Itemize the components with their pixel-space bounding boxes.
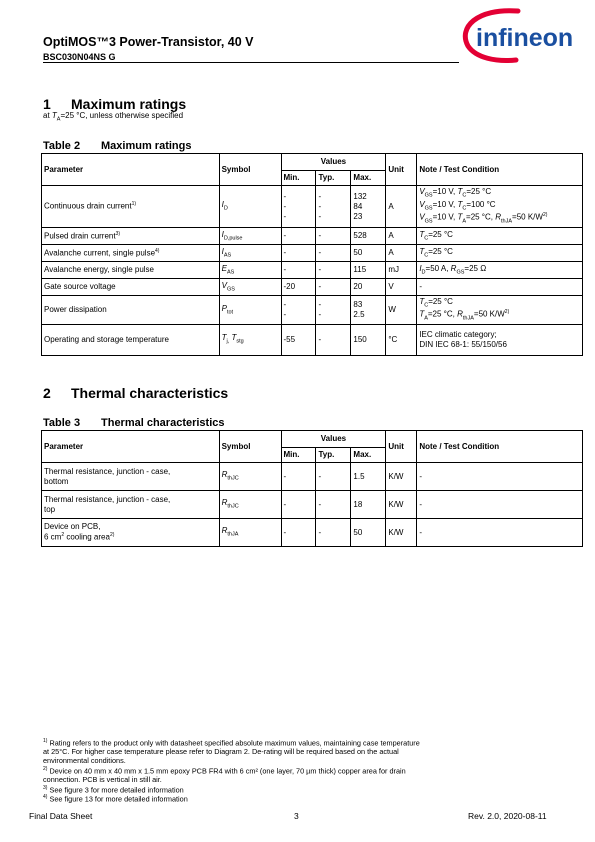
cell-symbol: $R_{thJA}$: [219, 519, 281, 547]
cell-max: 132 84 23: [351, 186, 386, 228]
header-min: Min.: [281, 171, 316, 186]
cell-parameter: Power dissipation: [42, 296, 220, 325]
cell-max: 1.5: [351, 463, 386, 491]
table-row: [42, 279, 583, 296]
header-note: Note / Test Condition: [417, 431, 583, 463]
cell-note: $T_C=25$ °C $T_A=25$ °C, $R_{thJA}=50$ $K/W^{2)}$: [417, 296, 583, 325]
cell-min: - - -: [281, 186, 316, 228]
footnote-2: $^{2)}$ Device on 40 mm x 40 mm x 1.5 mm epoxy PCB FR4 with 6 cm² (one layer, 70 µm thick) copper area for drain connection. PCB is vertical in still air.: [43, 766, 406, 785]
cell-typ: -: [316, 463, 351, 491]
cell-symbol: $I_{AS}$: [219, 245, 281, 262]
logo-text: infineon: [476, 24, 574, 52]
table-3-label: Table 3: [43, 417, 81, 429]
cell-max: 18: [351, 491, 386, 519]
header-unit: Unit: [386, 154, 417, 186]
cell-max: 50: [351, 519, 386, 547]
cell-note: $T_C=25$ °C: [417, 228, 583, 245]
table-3-caption: [43, 417, 225, 429]
header-max: Max.: [351, 171, 386, 186]
cell-unit: °C: [386, 324, 417, 355]
section-1-heading: [43, 96, 186, 112]
cell-parameter: Thermal resistance, junction - case, bottom: [42, 463, 220, 491]
header-min: Min.: [281, 448, 316, 463]
cell-max: 115: [351, 262, 386, 279]
cell-min: -: [281, 491, 316, 519]
cell-note: -: [417, 463, 583, 491]
table-row: [42, 519, 583, 547]
table-row: [42, 296, 583, 325]
cell-typ: - -: [316, 296, 351, 325]
table-row: [42, 228, 583, 245]
table-2-label: Table 2: [43, 140, 81, 152]
cell-typ: -: [316, 491, 351, 519]
cell-max: 83 2.5: [351, 296, 386, 325]
cell-symbol: $I_{D,pulse}$: [219, 228, 281, 245]
infineon-logo: [456, 6, 582, 64]
cell-min: -: [281, 262, 316, 279]
header-unit: Unit: [386, 431, 417, 463]
part-number: BSC030N04NS G: [43, 52, 116, 62]
cell-parameter: Avalanche current, single pulse$^{4)}$: [42, 245, 220, 262]
header-parameter: Parameter: [42, 154, 220, 186]
cell-parameter: Pulsed drain current$^{3)}$: [42, 228, 220, 245]
cell-note: $I_D=50$ A, $R_{GS}=25$ Ω: [417, 262, 583, 279]
cell-symbol: $R_{thJC}$: [219, 463, 281, 491]
cell-min: -: [281, 519, 316, 547]
section-2-title: Thermal characteristics: [71, 385, 229, 401]
cell-min: - -: [281, 296, 316, 325]
table-3-title: Thermal characteristics: [101, 417, 225, 429]
header-parameter: Parameter: [42, 431, 220, 463]
header-typ: Typ.: [316, 448, 351, 463]
cell-min: -: [281, 228, 316, 245]
cell-min: -: [281, 463, 316, 491]
cell-parameter: Thermal resistance, junction - case, top: [42, 491, 220, 519]
maximum-ratings-table: [41, 153, 583, 356]
footnote-1-mark: 1): [43, 738, 48, 744]
cell-unit: K/W: [386, 491, 417, 519]
cell-typ: -: [316, 262, 351, 279]
cell-unit: A: [386, 186, 417, 228]
cell-typ: -: [316, 228, 351, 245]
cell-note: -: [417, 491, 583, 519]
cell-note: -: [417, 519, 583, 547]
cell-max: 528: [351, 228, 386, 245]
footnote-3-mark: 3): [43, 785, 48, 791]
cell-symbol: $T_{j,}$ $T_{stg}$: [219, 324, 281, 355]
cell-symbol: $P_{tot}$: [219, 296, 281, 325]
cell-note: $V_{GS}=10$ V, $T_C=25$ °C $V_{GS}=10$ V, $T_C=100$ °C $V_{GS}=10$ V, $T_A=25$ °C, $R_{thJA}=50$ $K/W^{2)}$: [417, 186, 583, 228]
footer-doc-type: Final Data Sheet: [29, 811, 93, 821]
cell-min: -20: [281, 279, 316, 296]
cell-typ: -: [316, 279, 351, 296]
cell-parameter: Continuous drain current$^{1)}$: [42, 186, 220, 228]
cell-symbol: $R_{thJC}$: [219, 491, 281, 519]
cell-typ: -: [316, 519, 351, 547]
cell-typ: - - -: [316, 186, 351, 228]
section-1-number: 1: [43, 96, 51, 112]
cell-min: -55: [281, 324, 316, 355]
cell-unit: A: [386, 245, 417, 262]
footnote-4: $^{4)}$ See figure 13 for more detailed information: [43, 794, 188, 804]
thermal-characteristics-table: [41, 430, 583, 547]
cell-typ: -: [316, 324, 351, 355]
cell-parameter: Gate source voltage: [42, 279, 220, 296]
table-2-caption: [43, 140, 191, 152]
header-values: Values: [281, 431, 386, 448]
footnote-3: $^{3)}$ See figure 3 for more detailed information: [43, 785, 184, 795]
table-row: [42, 463, 583, 491]
cell-unit: K/W: [386, 463, 417, 491]
footer-revision: Rev. 2.0, 2020-08-11: [468, 811, 547, 821]
cell-typ: -: [316, 245, 351, 262]
cell-note: -: [417, 279, 583, 296]
footnote-4-mark: 4): [43, 794, 48, 800]
cell-unit: A: [386, 228, 417, 245]
cell-note: IEC climatic category; DIN IEC 68-1: 55/150/56: [417, 324, 583, 355]
header-symbol: Symbol: [219, 154, 281, 186]
header-rule: [43, 62, 459, 63]
cell-symbol: $E_{AS}$: [219, 262, 281, 279]
section-1-title: Maximum ratings: [71, 96, 187, 112]
cell-note: $T_C=25$ °C: [417, 245, 583, 262]
footer-page-number: 3: [294, 811, 299, 821]
cell-symbol: $V_{GS}$: [219, 279, 281, 296]
table-row: [42, 262, 583, 279]
table-row: [42, 186, 583, 228]
cell-unit: mJ: [386, 262, 417, 279]
footnote-2-mark: 2): [43, 766, 48, 772]
cell-unit: K/W: [386, 519, 417, 547]
table-row: [42, 324, 583, 355]
cell-unit: V: [386, 279, 417, 296]
section-1-subtitle: at $T_A=25$ °C, unless otherwise specified: [43, 111, 184, 123]
cell-symbol: $I_D$: [219, 186, 281, 228]
cell-min: -: [281, 245, 316, 262]
table-2-title: Maximum ratings: [101, 140, 192, 152]
cell-max: 150: [351, 324, 386, 355]
cell-parameter: Device on PCB, 6 $cm^2$ cooling area$^{2)}$: [42, 519, 220, 547]
document-title: OptiMOS™3 Power-Transistor, 40 V: [43, 35, 254, 49]
cell-parameter: Avalanche energy, single pulse: [42, 262, 220, 279]
cell-max: 50: [351, 245, 386, 262]
table-row: [42, 491, 583, 519]
header-symbol: Symbol: [219, 431, 281, 463]
section-2-number: 2: [43, 385, 51, 401]
section-2-heading: [43, 385, 228, 401]
cell-max: 20: [351, 279, 386, 296]
table-row: [42, 245, 583, 262]
header-typ: Typ.: [316, 171, 351, 186]
header-values: Values: [281, 154, 386, 171]
footnote-1: $^{1)}$ Rating refers to the product only with datasheet specified absolute maximum values, maintaining case temperature at 25°C. For higher case temperature please refer to Diagram 2. De-rating will be required based on the actual environmental conditions.: [43, 738, 420, 766]
cell-parameter: Operating and storage temperature: [42, 324, 220, 355]
header-max: Max.: [351, 448, 386, 463]
header-note: Note / Test Condition: [417, 154, 583, 186]
cell-unit: W: [386, 296, 417, 325]
